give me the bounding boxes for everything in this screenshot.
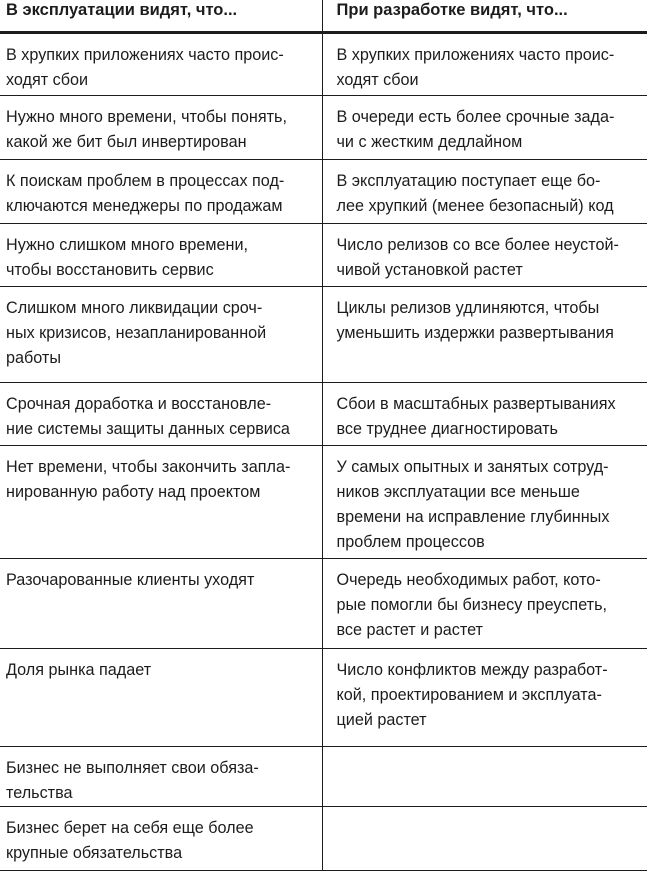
header-development: При разработке видят, что...: [322, 0, 647, 33]
table-row: [0, 96, 647, 160]
table-row: [0, 649, 647, 747]
table-row: [0, 287, 647, 383]
cell-development: В хрупких приложениях часто проис- ходят сбои: [322, 33, 647, 96]
cell-development: Циклы релизов удлиняются, чтобы уменьшить издержки развертывания: [322, 287, 647, 383]
cell-development: Число релизов со все более неустой- чивой установкой растет: [322, 224, 647, 287]
header-operations: В эксплуатации видят, что...: [0, 0, 322, 33]
cell-operations: Нужно много времени, чтобы понять, какой же бит был инвертирован: [0, 96, 322, 160]
header-row: [0, 0, 647, 33]
cell-operations: Разочарованные клиенты уходят: [0, 559, 322, 649]
cell-development: В эксплуатацию поступает еще бо- лее хрупкий (менее безопасный) код: [322, 160, 647, 224]
cell-operations: В хрупких приложениях часто проис- ходят сбои: [0, 33, 322, 96]
cell-development: В очереди есть более срочные зада- чи с жестким дедлайном: [322, 96, 647, 160]
table-row: [0, 807, 647, 871]
cell-development: Число конфликтов между разработ- кой, проектированием и эксплуата- цией растет: [322, 649, 647, 747]
table-row: [0, 383, 647, 446]
cell-development: Сбои в масштабных развертываниях все труднее диагностировать: [322, 383, 647, 446]
table-row: [0, 747, 647, 807]
cell-operations: Бизнес берет на себя еще более крупные обязательства: [0, 807, 322, 871]
cell-operations: Доля рынка падает: [0, 649, 322, 747]
cell-operations: Слишком много ликвидации сроч- ных кризисов, незапланированной работы: [0, 287, 322, 383]
table-row: [0, 559, 647, 649]
cell-operations: Нужно слишком много времени, чтобы восстановить сервис: [0, 224, 322, 287]
cell-operations: Нет времени, чтобы закончить запла- нированную работу над проектом: [0, 446, 322, 559]
cell-operations: Срочная доработка и восстановле- ние системы защиты данных сервиса: [0, 383, 322, 446]
cell-development: [322, 807, 647, 871]
table-row: [0, 33, 647, 96]
cell-development: [322, 747, 647, 807]
table-row: [0, 160, 647, 224]
cell-development: Очередь необходимых работ, кото- рые помогли бы бизнесу преуспеть, все растет и растет: [322, 559, 647, 649]
cell-development: У самых опытных и занятых сотруд- ников эксплуатации все меньше времени на исправление глубинных проблем процессов: [322, 446, 647, 559]
cell-operations: К поискам проблем в процессах под- ключаются менеджеры по продажам: [0, 160, 322, 224]
cell-operations: Бизнес не выполняет свои обяза- тельства: [0, 747, 322, 807]
table-row: [0, 446, 647, 559]
table-row: [0, 224, 647, 287]
